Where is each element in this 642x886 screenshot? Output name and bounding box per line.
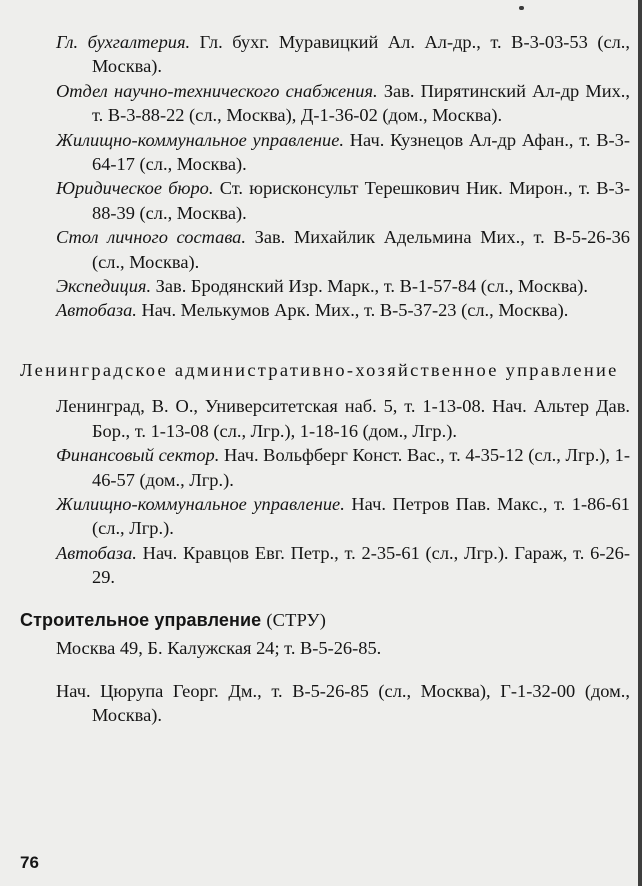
entry-label: Жилищно-коммунальное управление.	[56, 493, 345, 514]
entry-label: Стол личного состава.	[56, 227, 246, 248]
entry-text: Нач. Петров Пав. Макс., т. 1-86-61 (сл., Лгр.).	[92, 493, 631, 539]
stru-address: Москва 49, Б. Калужская 24; т. В-5-26-85.	[56, 637, 382, 658]
entry-avtobaza-lgr	[56, 541, 630, 590]
section-title-leningrad: Ленинградское административно-хозяйственное управление	[20, 359, 619, 380]
entry-otdel-snabzheniya	[56, 79, 630, 128]
entry-finansovyi-sektor	[56, 443, 630, 492]
page-number: 76	[20, 853, 39, 872]
section-title-stru-rest: (СТРУ)	[266, 609, 327, 630]
entry-zhilishchno-kommunalnoe-lgr	[56, 492, 630, 541]
stru-entry: Нач. Цюрупа Георг. Дм., т. В-5-26-85 (сл., Москва), Г-1-32-00 (дом., Москва).	[56, 680, 630, 726]
entry-yuridicheskoe-byuro	[56, 176, 630, 225]
entry-text: Ст. юрисконсульт Терешкович Ник. Мирон., т. В-3-88-39 (сл., Москва).	[92, 178, 630, 223]
entry-label: Гл. бухгалтерия.	[56, 32, 191, 52]
entry-label: Отдел научно-технического снабжения.	[56, 80, 378, 101]
entry-label: Юридическое бюро.	[56, 178, 214, 199]
entry-text: Зав. Пирятинский Ал-др Мих., т. В-3-88-22 (сл., Москва), Д-1-36-02 (дом., Москва).	[92, 80, 631, 126]
entry-zhilishchno-kommunalnoe	[56, 128, 630, 177]
entry-text: Нач. Кравцов Евг. Петр., т. 2-35-61 (сл., Лгр.). Гараж, т. 6-26-29.	[92, 542, 630, 588]
page-edge-rule	[638, 0, 642, 886]
section-title-stru-strong: Строительное управление	[20, 609, 262, 630]
section-title-stru	[20, 608, 630, 632]
entry-text: Нач. Мелькумов Арк. Мих., т. В-5-37-23 (сл., Москва).	[141, 300, 569, 321]
entry-text: Зав. Бродянский Изр. Марк., т. В-1-57-84 (сл., Москва).	[155, 276, 589, 297]
entry-label: Финансовый сектор.	[56, 445, 220, 466]
entry-gl-buhgalteriya	[56, 30, 630, 79]
entry-avtobaza	[56, 298, 630, 322]
print-speck	[519, 6, 524, 10]
entry-stol-lichnogo-sostava	[56, 225, 630, 274]
entry-text: Зав. Михайлик Адельмина Мих., т. В-5-26-36 (сл., Москва).	[92, 227, 630, 272]
entry-text: Гл. бухг. Муравицкий Ал. Ал-др., т. В-3-03-53 (сл., Москва).	[92, 32, 630, 77]
entry-text: Нач. Вольфберг Конст. Вас., т. 4-35-12 (сл., Лгр.), 1-46-57 (дом., Лгр.).	[92, 445, 630, 490]
entry-label: Автобаза.	[56, 542, 137, 563]
entries-top	[20, 30, 630, 323]
entry-label: Автобаза.	[56, 300, 137, 321]
entry-text: Нач. Кузнецов Ал-др Афан., т. В-3-64-17 (сл., Москва).	[92, 129, 630, 175]
entry-label: Жилищно-коммунальное управление.	[56, 129, 345, 150]
entry-label: Экспедиция.	[56, 276, 152, 297]
leningrad-section	[20, 394, 630, 589]
leningrad-address: Ленинград, В. О., Университетская наб. 5, т. 1-13-08. Нач. Альтер Дав. Бор., т. 1-13-08 (сл., Лгр.), 1-18-16 (дом., Лгр.).	[56, 396, 630, 441]
entry-ekspeditsiya	[56, 274, 630, 298]
